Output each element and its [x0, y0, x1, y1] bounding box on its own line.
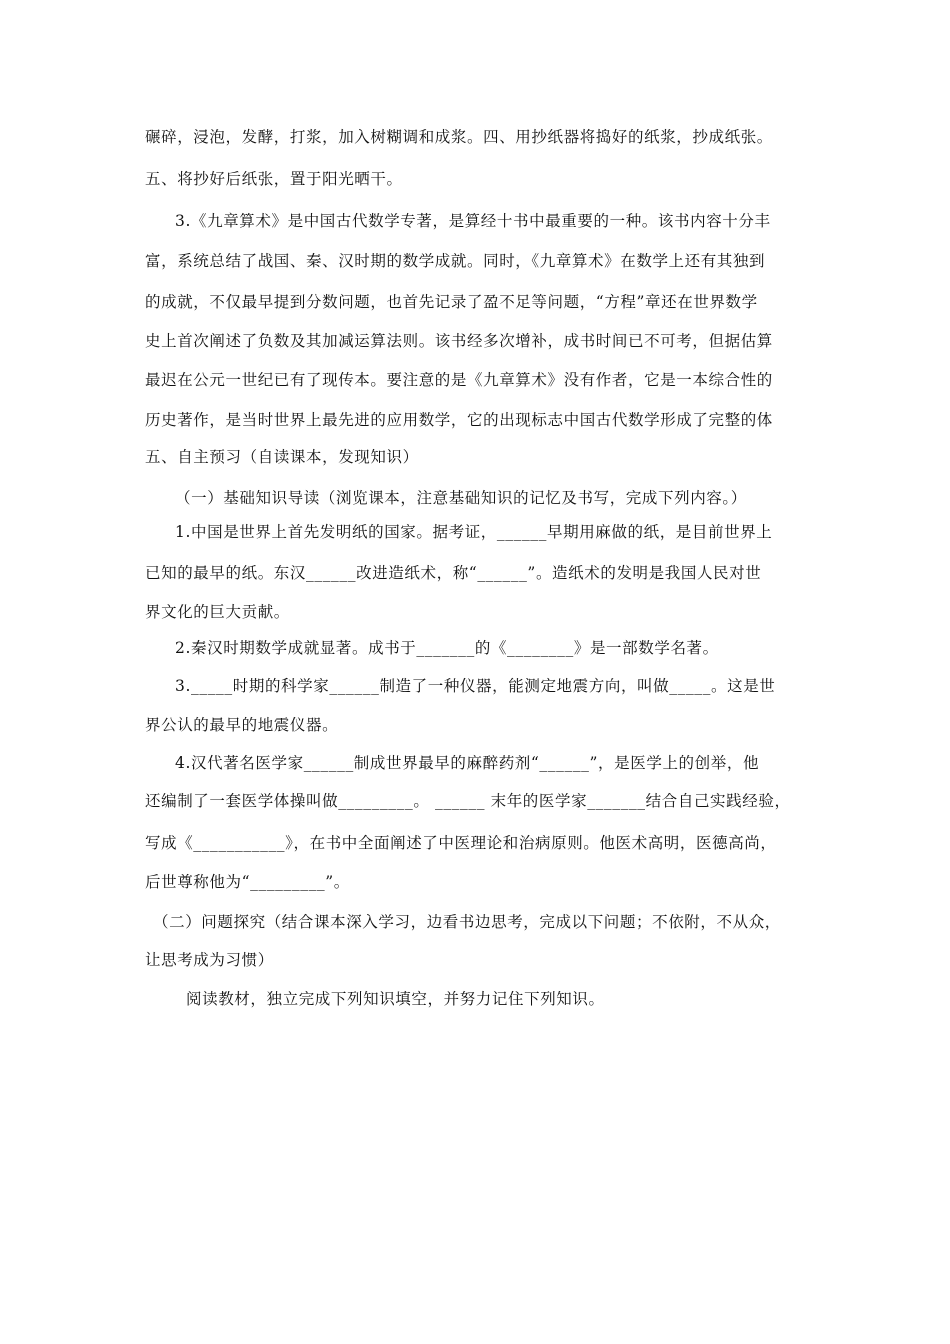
question-4-line-3: 写成《___________》，在书中全面阐述了中医理论和治病原则。他医术高明，医德高尚， — [145, 834, 777, 852]
question-4-line-1: 4.汉代著名医学家______制成世界最早的麻醉药剂“______”，是医学上的创举，他 — [175, 754, 760, 772]
question-1-line-1: 1.中国是世界上首先发明纸的国家。据考证，______早期用麻做的纸，是目前世界上 — [175, 523, 773, 541]
subsection-heading-1: （一）基础知识导读（浏览课本，注意基础知识的记忆及书写，完成下列内容。） — [175, 489, 747, 507]
instruction-line: 阅读教材，独立完成下列知识填空，并努力记住下列知识。 — [186, 990, 605, 1008]
paragraph-line-4: 富，系统总结了战国、秦、汉时期的数学成就。同时，《九章算术》在数学上还有其独到 — [145, 252, 766, 270]
paragraph-line-1: 碾碎，浸泡，发酵，打浆，加入树糊调和成浆。四、用抄纸器将捣好的纸浆，抄成纸张。 — [145, 128, 773, 146]
paragraph-line-7: 最迟在公元一世纪已有了现传本。要注意的是《九章算术》没有作者，它是一本综合性的 — [145, 371, 773, 389]
paragraph-line-8: 历史著作，是当时世界上最先进的应用数学，它的出现标志中国古代数学形成了完整的体 — [145, 411, 773, 429]
paragraph-line-5: 的成就，不仅最早提到分数问题，也首先记录了盈不足等问题，“方程”章还在世界数学 — [145, 293, 758, 311]
question-3-line-1: 3._____时期的科学家______制造了一种仪器，能测定地震方向，叫做_____。这是世 — [175, 677, 776, 695]
paragraph-line-6: 史上首次阐述了负数及其加减运算法则。该书经多次增补，成书时间已不可考，但据估算 — [145, 332, 773, 350]
question-1-line-2: 已知的最早的纸。东汉______改进造纸术，称“______”。造纸术的发明是我国人民对世 — [145, 564, 762, 582]
section-heading: 五、自主预习（自读课本，发现知识） — [145, 448, 419, 466]
question-3-line-2: 界公认的最早的地震仪器。 — [145, 716, 339, 734]
subsection-heading-2-cont: 让思考成为习惯） — [145, 951, 274, 969]
paragraph-line-3: 3.《九章算术》是中国古代数学专著，是算经十书中最重要的一种。该书内容十分丰 — [175, 212, 771, 230]
question-4-line-2: 还编制了一套医学体操叫做_________。 ______ 末年的医学家_______结合自己实践经验， — [145, 792, 791, 810]
paragraph-line-2: 五、将抄好后纸张，置于阳光晒干。 — [145, 170, 403, 188]
subsection-heading-2: （二）问题探究（结合课本深入学习，边看书边思考，完成以下问题；不依附，不从众， — [153, 913, 781, 931]
question-1-line-3: 界文化的巨大贡献。 — [145, 603, 290, 621]
question-4-line-4: 后世尊称他为“_________”。 — [145, 873, 350, 891]
question-2: 2.秦汉时期数学成就显著。成书于_______的《________》是一部数学名著。 — [175, 639, 719, 657]
